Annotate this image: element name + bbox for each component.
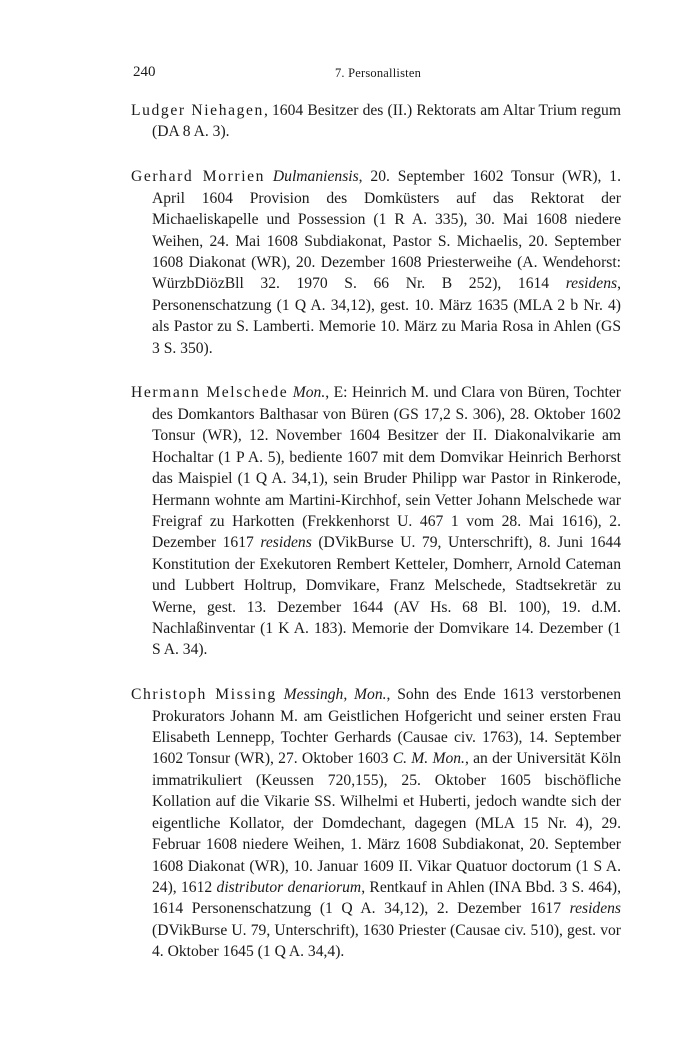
entry-italic: residens [260,534,312,552]
entry-text: , an der Universität Köln immatrikuliert (Keussen 720,155), 25. Oktober 1605 bischöfliche Kollation auf die Vikarie SS. Wilhelmi et Huberti, jedoch wandte sich der eigentliche Kollator, der Domdechant, dagegen (MLA 15 Nr. 4), 29. Februar 1608 niedere Weihen, 1. März 1608 Subdiakonat, 20. September 1608 Diakonat (WR), 10. Januar 1609 II. Vikar Quatuor doctorum (1 S A. 24), 1612 [152,750,621,896]
entry-list [131,100,621,986]
entry-italic: residens [565,275,618,293]
page-header [133,64,623,84]
entry-text: (DVikBurse U. 79, Unterschrift), 1630 Priester (Causae civ. 510), gest. vor 4. Oktober 1645 (1 Q A. 34,4). [152,921,621,961]
entry-italic: Dulmaniensis [272,168,359,186]
entry-name: Ludger Niehagen [131,102,264,119]
entry-text: (DVikBurse U. 79, Unterschrift), 8. Juni 1644 Konstitution der Exekutoren Rembert Ketteler, Domherr, Arnold Cateman und Lubbert Holtrup, Domvikare, Franz Melschede, Stadtsekretär zu Werne, gest. 13. Dezember 1644 (AV Hs. 68 Bl. 100), 19. d.M. Nachlaßinventar (1 K A. 183). Memorie der Domvikare 14. Dezember (1 S A. 34). [152,534,621,659]
entry-text: , 1604 Besitzer des (II.) Rektorats am Altar Trium regum (DA 8 A. 3). [152,102,621,141]
entry-italic: C. M. Mon. [392,750,465,768]
page-number: 240 [133,64,156,80]
entry-italic: Messingh, Mon. [283,686,387,704]
entry-italic: distributor denariorum [216,878,362,896]
entry-hermann-melschede [131,382,621,660]
entry-italic: Mon. [292,384,326,402]
entry-text: , E: Heinrich M. und Clara von Büren, Tochter des Domkantors Balthasar von Büren (GS 17,2 S. 306), 28. Oktober 1602 Tonsur (WR), 12. November 1604 Besitzer der II. Diakonalvikarie am Hochaltar (1 P A. 5), bediente 1607 mit dem Domvikar Heinrich Berhorst das Maispiel (1 Q A. 34,1), sein Bruder Philipp war Pastor in Rinkerode, Hermann wohnte am Martini-Kirchhof, sein Vetter Johann Melschede war Freigraf zu Harkotten (Frekkenhorst U. 467 1 vom 28. Mai 1616), 2. Dezember 1617 [152,384,621,552]
entry-name: Christoph Missing [131,686,277,704]
entry-text: , 20. September 1602 Tonsur (WR), 1. April 1604 Provision des Domküsters auf das Rektorat der Michaeliskapelle und Possession (1 R A. 335), 30. Mai 1608 niedere Weihen, 24. Mai 1608 Subdiakonat, Pastor S. Michaelis, 20. September 1608 Diakonat (WR), 20. Dezember 1608 Priesterweihe (A. Wendehorst: WürzbDiözBll 32. 1970 S. 66 Nr. B 252), 1614 [152,168,621,293]
running-title: 7. Personallisten [334,66,422,80]
entry-text: , Personenschatzung (1 Q A. 34,12), gest. 10. März 1635 (MLA 2 b Nr. 4) als Pastor zu S. Lamberti. Memorie 10. März zu Maria Rosa in Ahlen (GS 3 S. 350). [152,275,621,357]
entry-text: , Rentkauf in Ahlen (INA Bbd. 3 S. 464), 1614 Personenschatzung (1 Q A. 34,12), 2. Dezember 1617 [152,878,621,918]
entry-italic: residens [569,900,621,918]
entry-name: Hermann Melschede [131,384,289,402]
entry-name: Gerhard Morrien [131,168,266,186]
entry-gerhard-morrien [131,166,621,359]
entry-text: , Sohn des Ende 1613 verstorbenen Prokurators Johann M. am Geistlichen Hofgericht und seiner ersten Frau Elisabeth Lennepp, Tochter Gerhards (Causae civ. 1763), 14. September 1602 Tonsur (WR), 27. Oktober 1603 [152,686,621,768]
entry-ludger-niehagen [131,100,621,143]
entry-christoph-missing [131,684,621,962]
